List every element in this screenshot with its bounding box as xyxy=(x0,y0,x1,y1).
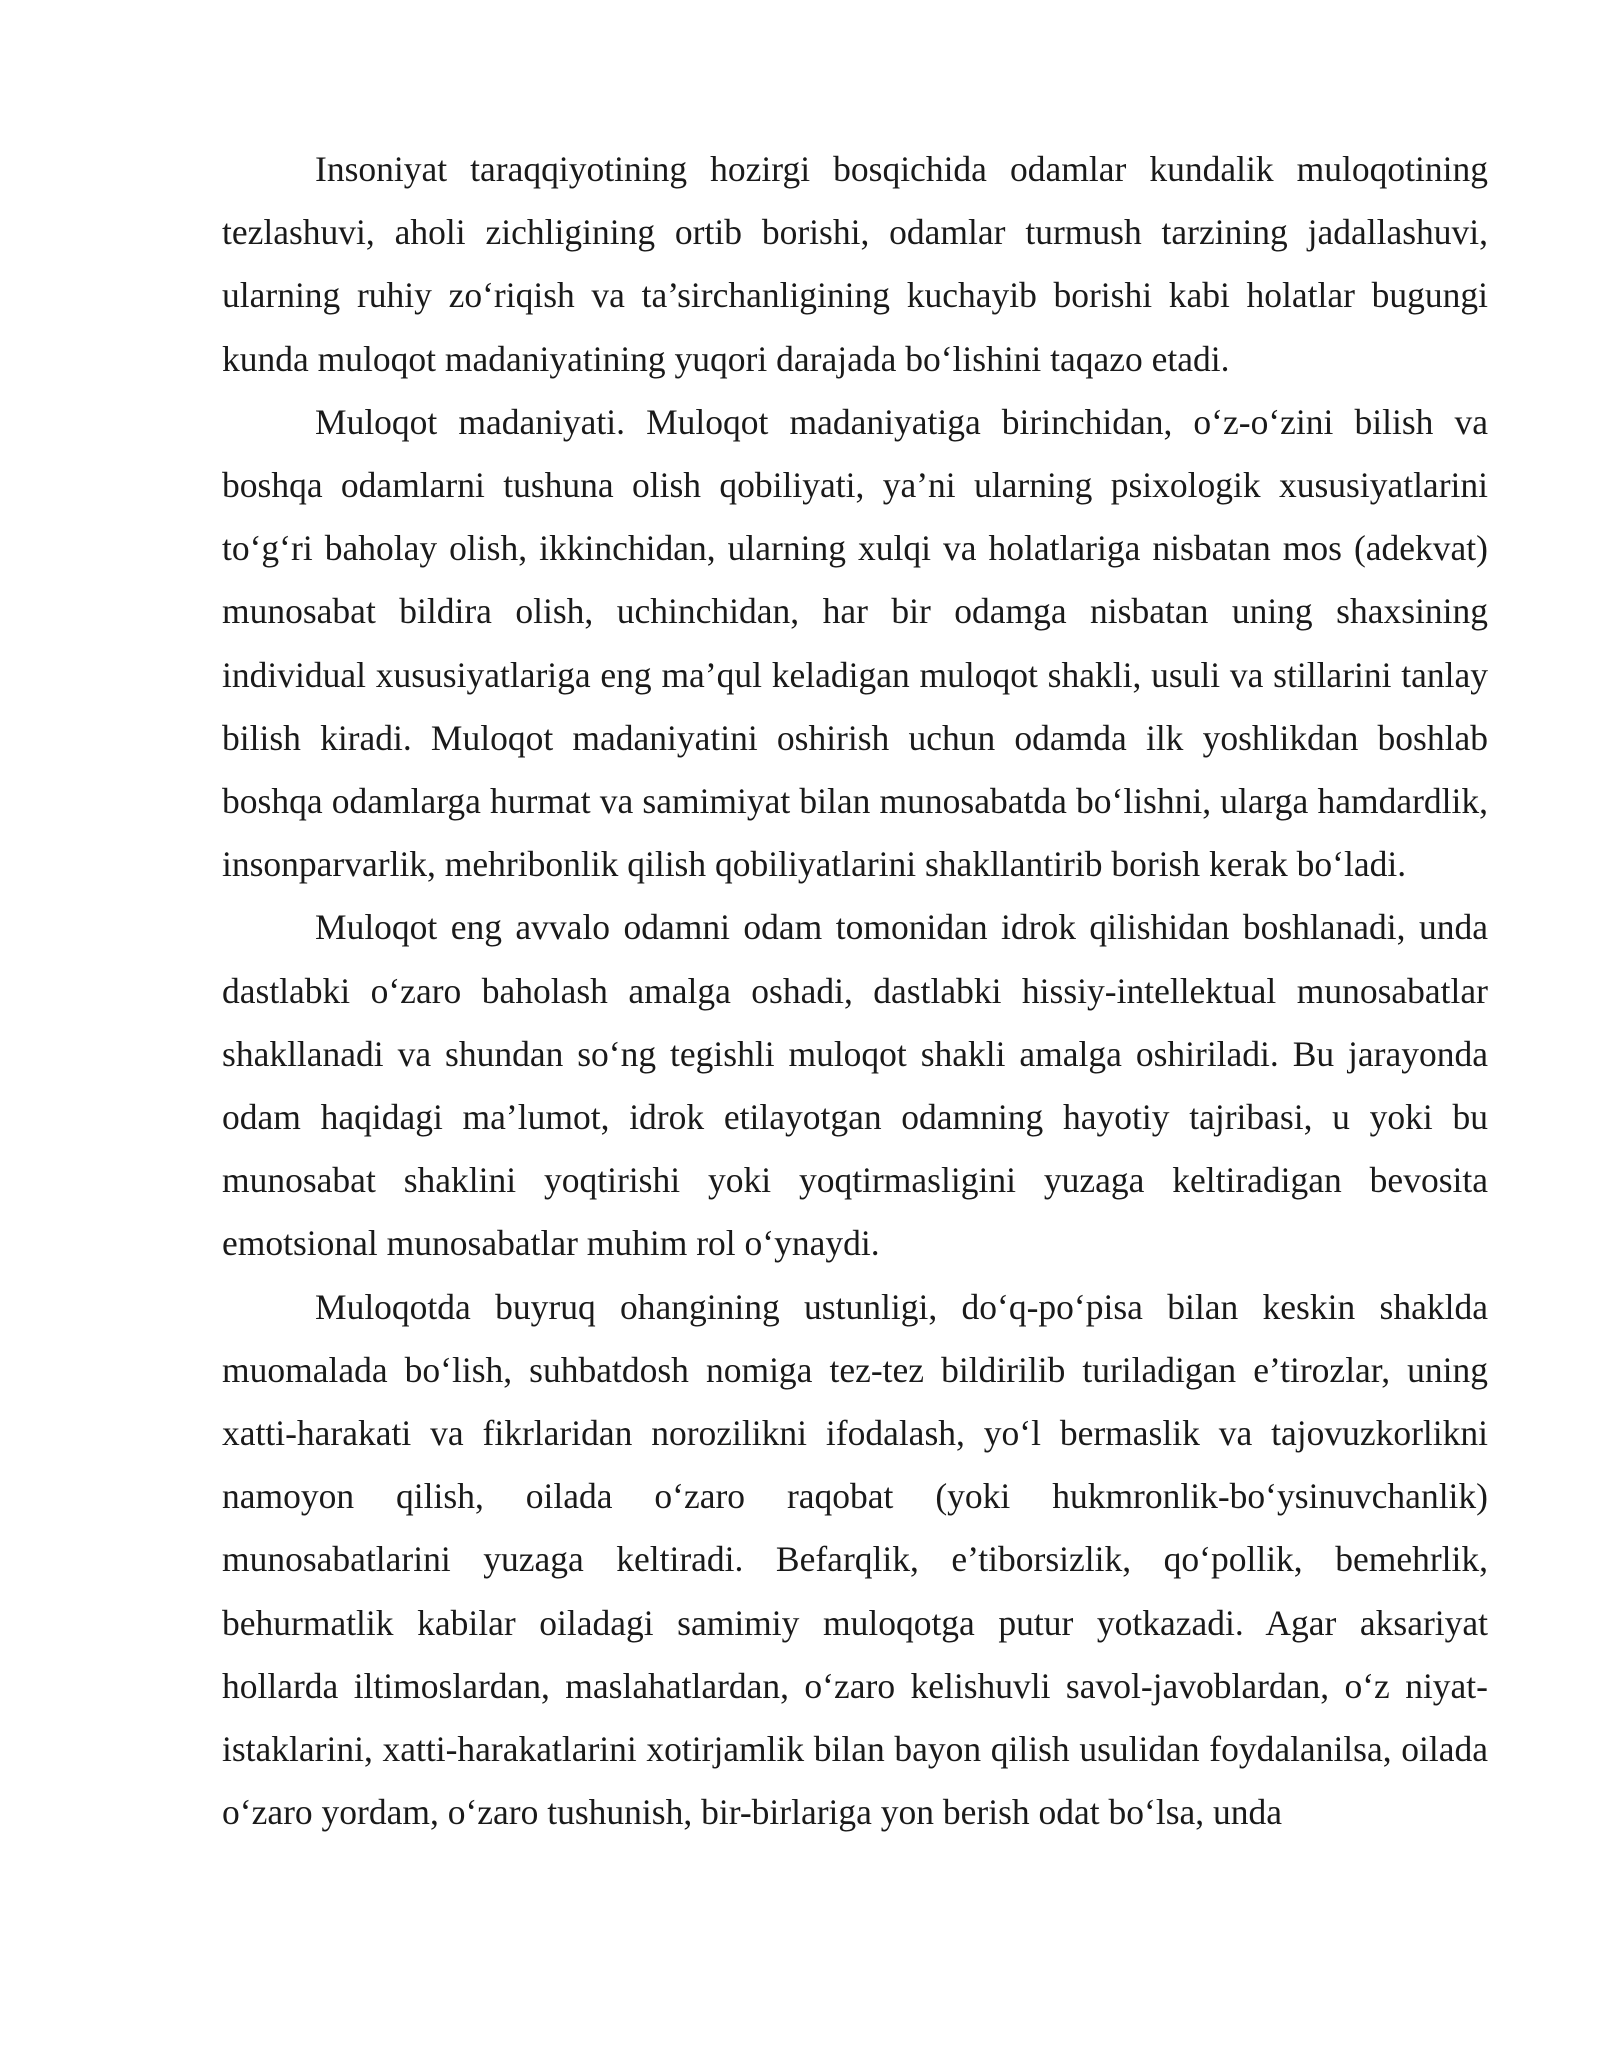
paragraph-2: Muloqot madaniyati. Muloqot madaniyatiga birinchidan, o‘z-o‘zini bilish va boshqa odamlarni tushuna olish qobiliyati, ya’ni ularning psixologik xususiyatlarini to‘g‘ri baholay olish, ikkinchidan, ularning xulqi va holatlariga nisbatan mos (adekvat) munosabat bildira olish, uchinchidan, har bir odamga nisbatan uning shaxsining individual xususiyatlariga eng ma’qul keladigan muloqot shakli, usuli va stillarini tanlay bilish kiradi. Muloqot madaniyatini oshirish uchun odamda ilk yoshlikdan boshlab boshqa odamlarga hurmat va samimiyat bilan munosabatda bo‘lishni, ularga hamdardlik, insonparvarlik, mehribonlik qilish qobiliyatlarini shakllantirib borish kerak bo‘ladi. xyxy=(222,401,1488,885)
paragraph-4: Muloqotda buyruq ohangining ustunligi, do‘q-po‘pisa bilan keskin shaklda muomalada bo‘lish, suhbatdosh nomiga tez-tez bildirilib turiladigan e’tirozlar, uning xatti-harakati va fikrlaridan norozilikni ifodalash, yo‘l bermaslik va tajovuzkorlikni namoyon qilish, oilada o‘zaro raqobat (yoki hukmronlik-bo‘ysinuvchanlik) munosabatlarini yuzaga keltiradi. Befarqlik, e’tiborsizlik, qo‘pollik, bemehrlik, behurmatlik kabilar oiladagi samimiy muloqotga putur yotkazadi. Agar aksariyat hollarda iltimoslardan, maslahatlardan, o‘zaro kelishuvli savol-javoblardan, o‘z niyat-istaklarini, xatti-harakatlarini xotirjamlik bilan bayon qilish usulidan foydalanilsa, oilada o‘zaro yordam, o‘zaro tushunish, bir-birlariga yon berish odat bo‘lsa, unda xyxy=(222,1286,1488,1833)
paragraph-1: Insoniyat taraqqiyotining hozirgi bosqichida odamlar kundalik muloqotining tezlashuvi, aholi zichligining ortib borishi, odamlar turmush tarzining jadallashuvi, ularning ruhiy zo‘riqish va ta’sirchanligining kuchayib borishi kabi holatlar bugungi kunda muloqot madaniyatining yuqori darajada bo‘lishini taqazo etadi. xyxy=(222,149,1488,379)
paragraph-3: Muloqot eng avvalo odamni odam tomonidan idrok qilishidan boshlanadi, unda dastlabki o‘zaro baholash amalga oshadi, dastlabki hissiy-intellektual munosabatlar shakllanadi va shundan so‘ng tegishli muloqot shakli amalga oshiriladi. Bu jarayonda odam haqidagi ma’lumot, idrok etilayotgan odamning hayotiy tajribasi, u yoki bu munosabat shaklini yoqtirishi yoki yoqtirmasligini yuzaga keltiradigan bevosita emotsional munosabatlar muhim rol o‘ynaydi. xyxy=(222,907,1488,1264)
document-body xyxy=(222,138,1488,1844)
